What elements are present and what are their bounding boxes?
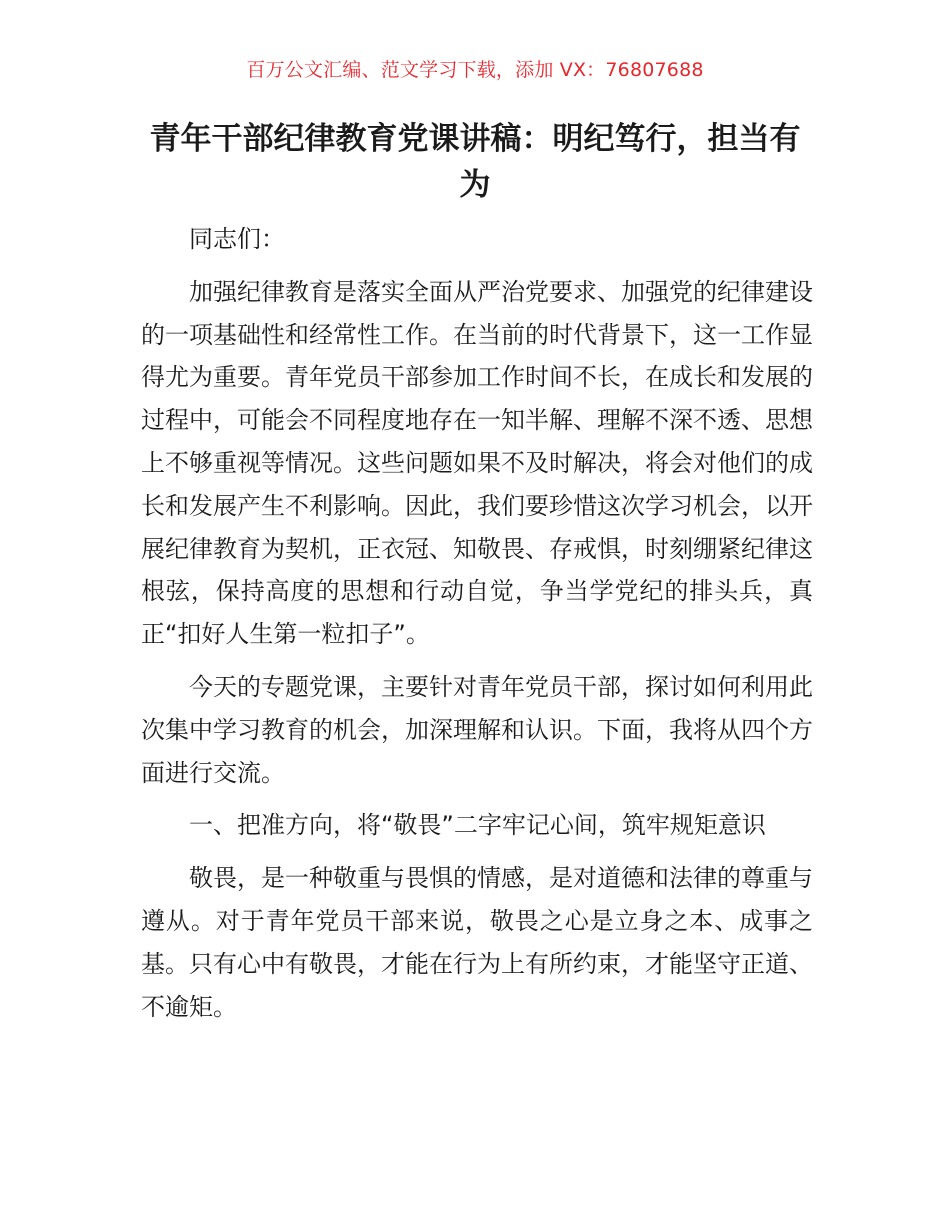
- outline-paragraph: 今天的专题党课，主要针对青年党员干部，探讨如何利用此次集中学习教育的机会，加深理解和认识。下面，我将从四个方面进行交流。: [141, 672, 813, 787]
- section-paragraph: 敬畏，是一种敬重与畏惧的情感，是对道德和法律的尊重与遵从。对于青年党员干部来说，敬畏之心是立身之本、成事之基。只有心中有敬畏，才能在行为上有所约束，才能坚守正道、不逾矩。: [141, 864, 813, 1021]
- intro-paragraph: 加强纪律教育是落实全面从严治党要求、加强党的纪律建设的一项基础性和经常性工作。在当前的时代背景下，这一工作显得尤为重要。青年党员干部参加工作时间不长，在成长和发展的过程中，可能会不同程度地存在一知半解、理解不深不透、思想上不够重视等情况。这些问题如果不及时解决，将会对他们的成长和发展产生不利影响。因此，我们要珍惜这次学习机会，以开展纪律教育为契机，正衣冠、知敬畏、存戒惧，时刻绷紧纪律这根弦，保持高度的思想和行动自觉，争当学党纪的排头兵，真正“扣好人生第一粒扣子”。: [141, 277, 813, 649]
- document-body: [141, 218, 813, 1038]
- header-banner: 百万公文汇编、范文学习下载，添加 VX：76807688: [246, 59, 704, 81]
- salutation-paragraph: 同志们：: [189, 225, 285, 253]
- section-heading: 一、把准方向，将“敬畏”二字牢记心间，筑牢规矩意识: [189, 811, 766, 840]
- document-title: 青年干部纪律教育党课讲稿：明纪笃行，担当有为: [149, 121, 801, 203]
